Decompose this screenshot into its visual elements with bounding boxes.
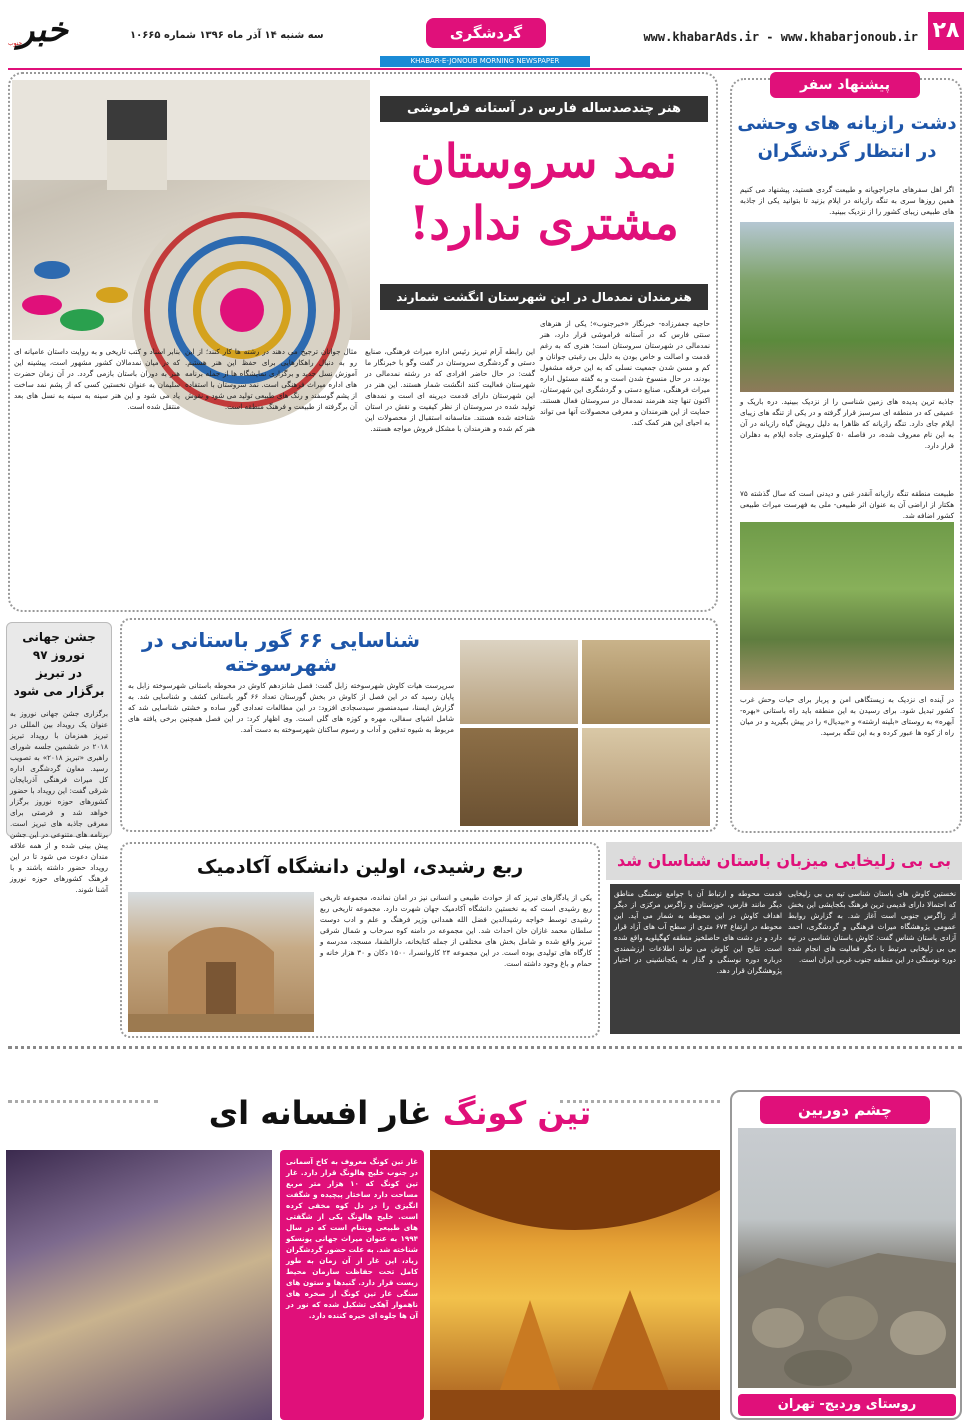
cave-photo-golden <box>430 1150 720 1420</box>
headline-line-2: مشتری ندارد! <box>409 196 679 250</box>
headline-line-1: نمد سروستان <box>411 134 677 188</box>
rab-rashidi-title: ربع رشیدی، اولین دانشگاه آکادمیک <box>196 856 524 878</box>
nowruz-body: برگزاری جشن جهانی نوروز به عنوان یک رویداد بین المللی در تبریز همزمان با رویداد تبریز ۲۰۱۸ در ششمین جلسه شورای راهبری «تبریز ۲۰۱۸» به تصویب رسید. معاون گردشگری اداره کل میراث فرهنگی آذربایجان شرقی گفت: این رویداد با حضور کشورهای حوزه نوروز برگزار خواهد شد و فرصتی برای معرفی جاذبه های تبریز است. برنامه های متنوعی در این جشن پیش بینی شده و از همه علاقه مندان دعوت می شود تا در این رویداد حضور داشته باشند و با فرهنگ کشورهای حوزه نوروز آشنا شوند. <box>10 709 108 894</box>
nowruz-title <box>10 628 108 700</box>
valley-photo-1 <box>740 222 954 392</box>
cave-body: غار تین کونگ معروف به کاخ آسمانی در جنوب خلیج هالونگ قرار دارد. غار تین کونگ که ۱۰ هزار متر مربع مساحت دارد ساختار پیچیده و شگفت انگیزی را در دل کوه مخفی کرده است. خلیج هالونگ یکی از شگفتی های طبیعی ویتنام است که در سال ۱۹۹۴ به عنوان میراث جهانی یونسکو شناخته شد. به علت حضور گردشگران زیاد، این غار از آن زمان به طور کامل تحت حفاظت سازمان محیط زیست قرار دارد. گنبدها و ستون های سنگی غار تین کونگ از صخره های ناهموار آهکی تشکیل شده که نور در آن ها جلوه ای خیره کننده دارد. <box>286 1157 418 1320</box>
ruin-illustration <box>128 892 314 1032</box>
vardij-village-photo <box>738 1128 956 1388</box>
cave-title-pink: تین کونگ <box>442 1094 592 1132</box>
valley-photo-2 <box>740 522 954 690</box>
nowruz-title-line-2: نوروز ۹۷ <box>32 648 86 662</box>
masthead <box>0 0 970 70</box>
nowruz-title-line-4: برگزار می شود <box>13 684 105 698</box>
zilaei-column-left: قدمت محوطه و ارتباط آن با جوامع نوسنگی مناطق دیگر مانند فارس، خوزستان و زاگرس مرکزی از دیگر اهداف کاوش در این محوطه به شمار می آید. این محوطه در ارتفاع ۶۷۴ متری از سطح آب های آزاد قرار دارد و در دشت های حاصلخیز منطقه کهگیلویه واقع شده است. نتایج این کاوش می تواند اطلاعات ارزشمندی درباره دوره نوسنگی و گذار به یکجانشینی در اختیار پژوهشگران قرار دهد. <box>614 889 782 975</box>
shahr-sookhteh-body: سرپرست هیات کاوش شهرسوخته زابل گفت: فصل شانزدهم کاوش در محوطه باستانی شهرسوخته زابل به پایان رسید که در این فصل از کاوش در بخش گورستان تعداد ۶۶ گور باستانی کشف و شناسایی شد. به گزارش ایسنا، سیدمنصور سیدسجادی افزود: در این مطالعات تعدادی گور ساده و خشتی شناسایی شد که شامل اشیای سفالی، مهره و کوزه های گلی است. وی اظهار کرد: در این فصل همچنین برخی یافته های مربوط به شیوه تدفین و آداب و رسوم ساکنان شهرسوخته به دست آمد. <box>128 681 454 734</box>
skeleton-photo <box>582 728 710 826</box>
camera-eye-tag: چشم دوربین <box>760 1096 930 1124</box>
excavation-photo-1 <box>460 640 578 724</box>
section-title: گردشگری <box>426 18 546 48</box>
sidebar-title: دشت رازیانه های وحشی در انتظار گردشگران <box>737 113 957 162</box>
sidebar-intro: اگر اهل سفرهای ماجراجویانه و طبیعت گردی هستید، پیشنهاد می کنیم همین روزها سری به تنگه رازیانه در ایلام بزنید تا بتوانید یکی از جاذبه های طبیعی زیبای کشور را از نزدیک ببینید. <box>740 185 954 216</box>
zilaei-title: بی بی زلیخایی میزبان باستان شناسان شد <box>606 842 962 880</box>
section-divider <box>8 1046 962 1049</box>
cave-illustration <box>430 1150 720 1420</box>
article-deck: هنرمندان نمدمال در این شهرستان انگشت شمارند <box>380 284 708 310</box>
site-url[interactable]: www.khabarAds.ir - www.khabarjonoub.ir <box>643 30 918 44</box>
nowruz-title-line-1: جشن جهانی <box>22 630 96 644</box>
camera-eye-caption: روستای وردیج- تهران <box>738 1394 956 1416</box>
header-divider <box>8 68 962 70</box>
cave-photo-purple <box>6 1150 272 1420</box>
sidebar-paragraph-2: طبیعت منطقه تنگه رازیانه آنقدر غنی و دیدنی است که سال گذشته ۷۵ هکتار از اراضی آن به عنوان اثر طبیعی- ملی به فهرست میراث طبیعی کشور اضافه شد. <box>740 489 954 520</box>
logo-text: خبر <box>18 10 69 50</box>
main-headline <box>380 130 708 254</box>
newspaper-logo <box>8 10 108 56</box>
cave-title <box>100 1094 700 1132</box>
rab-rashidi-body: یکی از یادگارهای تبریز که از حوادث طبیعی و انسانی نیز در امان نمانده، مجموعه تاریخی ربع رشیدی است که به نخستین دانشگاه آکادمیک جهان شهرت دارد. مجموعه تاریخی ربع رشیدی توسط خواجه رشیدالدین فضل الله همدانی وزیر فرهنگ و علم و ادب دوست سلطان محمد غازان خان احداث شد. این مجموعه در دامنه کوه سرخاب و شمال شرقی تبریز واقع شده و شامل بخش های مختلفی از جمله کتابخانه، دارالشفا، مسجد، مدرسه و کارگاه های تولیدی بوده است. در این مجموعه ۲۴ کاروانسرا، ۱۵۰۰ دکان و ۳۰ هزار خانه و حمام و باغ وجود داشته است. <box>320 893 592 968</box>
logo-subtitle: جنوب <box>8 40 23 47</box>
article-column-1: حاجیه جعفرزاده- خبرنگار «خبرجنوب»؛ یکی از هنرهای سنتی فارس که در آستانه فراموشی قرار دارد، هنر نمدمالی در شهرستان سروستان است؛ هنری که به رغم قدمت و اصالت و خاص بودن به دلیل بی رغبتی جوانان و کم و مسن شدن جمعیت نسلی که به این حرفه مشغول بودند، در حال منسوخ شدن است و به گفته مسئول اداره میراث فرهنگی، صنایع دستی و گردشگری این شهرستان، اکنون تنها چند هنرمند نمدمال در سروستان فعال هستند. حمایت از این هنرمندان و معرفی محصولات آنها می تواند به احیای این هنر کمک کند. <box>540 319 710 427</box>
rab-rashidi-photo <box>128 892 314 1032</box>
grave-photo <box>460 728 578 826</box>
article-column-2: این رابطه آرام تبریز رئیس اداره میراث فرهنگی، صنایع دستی و گردشگری سروستان در گفت وگو با خبرنگار ما گفت: در حال حاضر افرادی که در رشته نمدمالی در شهرستان فعالیت کنند انگشت شمار هستند. این هنر در این شهرستان دارای قدمت دیرینه ای است و نمدهای تولید شده در سروستان از نظر کیفیت و نقش در استان شناخته شده هستند. متاسفانه استقبال از محصولات این هنر کم شده و هنرمندان با مشکل فروش مواجه هستند. <box>365 347 535 433</box>
article-column-4: بنابر اسناد و کتب تاریخی و به روایت داستان عامیانه ای که در میان نمدمالان کشور مشهور است، پیشینه این هنر به دوران باستان بازمی گردد. در آن زمان حضرت سلیمان به عنوان نخستین کسی که از پشم نمد ساخت یاد می شود و این هنر سینه به سینه به نسل های بعد منتقل شده است. <box>14 347 180 411</box>
article-kicker: هنر چندصدساله فارس در آستانه فراموشی <box>380 96 708 122</box>
english-ribbon: KHABAR-E-JONOUB MORNING NEWSPAPER <box>380 56 590 67</box>
nowruz-title-line-3: در تبریز <box>35 666 83 680</box>
cave-title-dark: غار افسانه ای <box>208 1094 432 1132</box>
issue-date-line: سه شنبه ۱۴ آذر ماه ۱۳۹۶ شماره ۱۰۶۶۵ <box>130 30 324 41</box>
article-column-3: مثال جوانان ترجیح می دهند در رشته ها کار کنند؛ از این رو به دنبال راهکارهایی برای حفظ این هنر هستیم. آموزش نسل جدید و برگزاری نمایشگاه ها از جمله برنامه های اداره میراث فرهنگی است. نمد سروستان با استفاده از پشم گوسفند و رنگ های طبیعی تولید می شود و نقوش آن برگرفته از طبیعت و فرهنگ منطقه است. <box>185 347 357 411</box>
pottery-photo <box>582 640 710 724</box>
zilaei-column-right: نخستین کاوش های باستان شناسی تپه بی بی زلیخایی که احتمالا دارای قدیمی ترین فرهنگ بکجایشی این بخش از زاگرس جنوبی است آغاز شد. به گزارش روابط عمومی پژوهشگاه میراث فرهنگی و گردشگری، احمد آزادی باستان شناس گفت: کاوش باستان شناسی در تپه بی بی زلیخایی مرتبط با دیگر فعالیت های انجام شده دوره نوسنگی در این منطقه جنوب غربی ایران است. <box>788 889 956 964</box>
sidebar-tag: پیشنهاد سفر <box>770 72 920 98</box>
sidebar-paragraph-3: در آینده ای نزدیک به زیستگاهی امن و پربار برای حیات وحش غرب کشور تبدیل شود. برای رسیدن به این منطقه باید راه باستانی «بهره- آبهره» به روستای «بلینه ارشته» و «بیدیال» را در پیش بگیرید و در میان راه از کوه ها عبور کرده و به این تنگه برسید. <box>740 695 954 737</box>
felt-making-photo <box>12 80 370 340</box>
page-number: ۲۸ <box>928 12 964 50</box>
shahr-sookhteh-title: شناسایی ۶۶ گور باستانی در شهرسوخته <box>141 628 421 676</box>
sidebar-paragraph-1: جاذبه ترین پدیده های زمین شناسی را از نزدیک ببینید. دره باریک و عمیقی که در منطقه ای سرسبز قرار گرفته و در یکی از تنگه های زیبای ایلام جای دارد. تنگه رازیانه که ظاهرا به دلیل رویش گیاه رازیانه در آن به این نام معروف شده، در فاصله ۵۰ کیلومتری جاده ایلام به دهلران قرار دارد. <box>740 397 954 450</box>
rock-landscape-illustration <box>738 1128 956 1388</box>
felt-rug-illustration <box>12 80 370 340</box>
